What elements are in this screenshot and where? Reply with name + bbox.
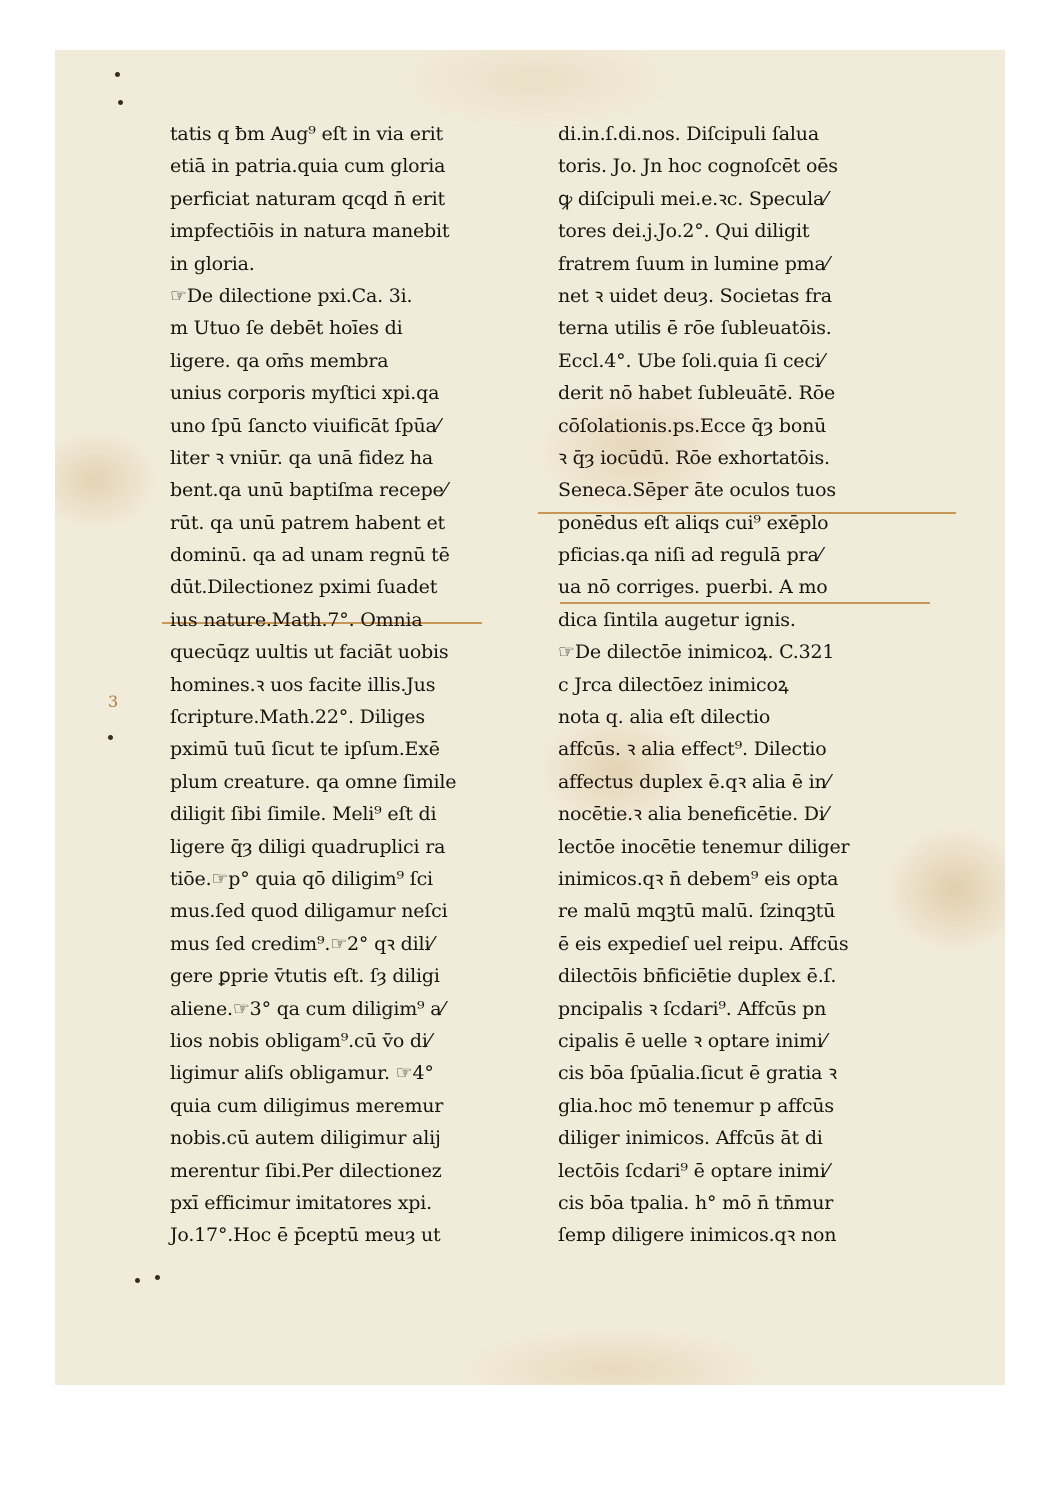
text-line: uno ſpū ſancto viuificāt ſpūa⁄ bbox=[170, 414, 440, 437]
text-line: perficiat naturam qcqd n̄ erit bbox=[170, 187, 445, 210]
text-line: quecūqz uultis ut faciāt uobis bbox=[170, 641, 449, 664]
text-line: diliger inimicos. Affcūs āt di bbox=[558, 1127, 823, 1150]
text-line: m Utuo ſe debēt hoīes di bbox=[170, 317, 403, 340]
text-line: pximū tuū ſicut te ipſum.Exē bbox=[170, 738, 440, 761]
text-line: homines.ꝛ uos facite illis.Jus bbox=[170, 673, 436, 696]
text-line: ponēdus eſt aliqs cui⁹ exēplo bbox=[558, 511, 829, 534]
text-line: pficias.qa niſi ad regulā pra⁄ bbox=[558, 544, 822, 567]
text-line: affcūs. ꝛ alia effect⁹. Dilectio bbox=[558, 738, 827, 761]
text-line: nobis.cū autem diligimur alij bbox=[170, 1127, 441, 1150]
text-line: dica ſintila augetur ignis. bbox=[558, 608, 796, 631]
text-line: dūt.Dilectionez pximi ſuadet bbox=[170, 576, 438, 599]
text-line: cis bōa ſpūalia.ſicut ē gratia ꝛ bbox=[558, 1062, 837, 1085]
text-line: dominū. qa ad unam regnū tē bbox=[170, 544, 450, 567]
text-line: ſemp diligere inimicos.qꝛ non bbox=[558, 1224, 837, 1247]
text-line: ☞De dilectione pxi.Ca. 3i. bbox=[170, 284, 413, 307]
text-line: liter ꝛ vniūr. qa unā fidez ha bbox=[170, 446, 434, 469]
margin-annotation: 3 bbox=[108, 692, 119, 711]
text-line: dilectōis bn̄ficiētie duplex ē.ſ. bbox=[558, 965, 837, 988]
text-line: re malū mqꝫtū malū. ſzinqꝫtū bbox=[558, 900, 836, 923]
ink-dot bbox=[155, 1275, 160, 1280]
text-line: ligere. qa om̄s membra bbox=[170, 349, 389, 372]
text-line: etiā in patria.quia cum gloria bbox=[170, 155, 446, 178]
ink-dot bbox=[108, 735, 113, 740]
text-line: inimicos.qꝛ n̄ debem⁹ eis opta bbox=[558, 867, 839, 890]
text-line: ꝙ diſcipuli mei.e.ꝛc. Specula⁄ bbox=[558, 187, 828, 210]
text-line: tatis q ƀm Aug⁹ eſt in via erit bbox=[170, 123, 443, 145]
ink-dot bbox=[135, 1278, 140, 1283]
text-line: ☞De dilectōe inimicoꝝ. C.321 bbox=[558, 641, 835, 664]
text-line: ligimur aliſs obligamur. ☞4° bbox=[170, 1062, 434, 1085]
text-line: Seneca.Sēper āte oculos tuos bbox=[558, 479, 836, 502]
text-line: di.in.ſ.di.nos. Diſcipuli ſalua bbox=[558, 123, 819, 145]
text-line: ligere q̄ȝ diligi quadruplici ra bbox=[170, 835, 446, 858]
text-line: pncipalis ꝛ ſcdari⁹. Affcūs pn bbox=[558, 997, 827, 1020]
text-line: ſcripture.Math.22°. Diliges bbox=[170, 706, 425, 729]
text-line: affectus duplex ē.qꝛ alia ē in⁄ bbox=[558, 770, 830, 793]
text-line: unius corporis myſtici xpi.qa bbox=[170, 382, 440, 405]
text-line: bent.qa unū baptiſma recepe⁄ bbox=[170, 479, 447, 502]
text-line: ꝛ q̄ȝ iocūdū. Rōe exhortatōis. bbox=[558, 446, 830, 469]
text-line: pxī efficimur imitatores xpi. bbox=[170, 1191, 432, 1214]
right-text-column bbox=[558, 118, 903, 1252]
text-line: terna utilis ē rōe ſubleuatōis. bbox=[558, 317, 832, 340]
text-line: gere ꝑprie v̄tutis eſt. ſȝ diligi bbox=[170, 965, 440, 988]
text-line: ua nō corriges. puerbi. A mo bbox=[558, 576, 828, 599]
text-line: cipalis ē uelle ꝛ optare inimi⁄ bbox=[558, 1029, 826, 1052]
text-line: Eccl.4°. Ube ſoli.quia ſi ceci⁄ bbox=[558, 349, 824, 372]
text-line: lios nobis obligam⁹.cū v̄o di⁄ bbox=[170, 1029, 431, 1052]
text-line: Jo.17°.Hoc ē p̄ceptū meuȝ ut bbox=[170, 1224, 441, 1247]
text-line: cis bōa tpalia. h° mō n̄ tn̄mur bbox=[558, 1191, 834, 1214]
text-line: nota q. alia eſt dilectio bbox=[558, 706, 771, 729]
text-line: fratrem ſuum in lumine pma⁄ bbox=[558, 252, 829, 275]
text-line: cōſolationis.ps.Ecce q̄ȝ bonū bbox=[558, 414, 827, 437]
text-line: quia cum diligimus meremur bbox=[170, 1094, 444, 1117]
text-line: toris. Jo. Jn hoc cognoſcēt oēs bbox=[558, 155, 838, 178]
text-line: lectōe inocētie tenemur diliger bbox=[558, 835, 850, 858]
text-line: ius nature.Math.7°. Omnia bbox=[170, 608, 423, 631]
text-line: nocētie.ꝛ alia beneficētie. Di⁄ bbox=[558, 803, 828, 826]
text-line: rūt. qa unū patrem habent et bbox=[170, 511, 445, 534]
ink-dot bbox=[118, 100, 123, 105]
left-text-column bbox=[170, 118, 510, 1252]
text-line: ē eis expedieſ uel reipu. Affcūs bbox=[558, 932, 849, 955]
ink-dot bbox=[115, 72, 120, 77]
text-line: mus ſed credim⁹.☞2° qꝛ dili⁄ bbox=[170, 932, 434, 955]
text-line: in gloria. bbox=[170, 252, 255, 275]
text-line: derit nō habet ſubleuātē. Rōe bbox=[558, 382, 836, 405]
text-line: lectōis ſcdari⁹ ē optare inimi⁄ bbox=[558, 1159, 829, 1182]
text-line: impfectiōis in natura manebit bbox=[170, 220, 450, 243]
text-line: mus.ſed quod diligamur neſci bbox=[170, 900, 448, 923]
text-line: glia.hoc mō tenemur p affcūs bbox=[558, 1094, 834, 1117]
text-line: tiōe.☞p° quia qō diligim⁹ ſci bbox=[170, 867, 433, 890]
text-line: tores dei.j.Jo.2°. Qui diligit bbox=[558, 220, 810, 243]
text-line: diligit ſibi ſimile. Meli⁹ eſt di bbox=[170, 803, 437, 826]
text-line: aliene.☞3° qa cum diligim⁹ a⁄ bbox=[170, 997, 445, 1020]
text-line: plum creature. qa omne ſimile bbox=[170, 770, 457, 793]
text-line: c Jrca dilectōez inimicoꝝ bbox=[558, 673, 789, 696]
text-line: merentur ſibi.Per dilectionez bbox=[170, 1159, 442, 1182]
text-line: net ꝛ uidet deuȝ. Societas fra bbox=[558, 284, 832, 307]
